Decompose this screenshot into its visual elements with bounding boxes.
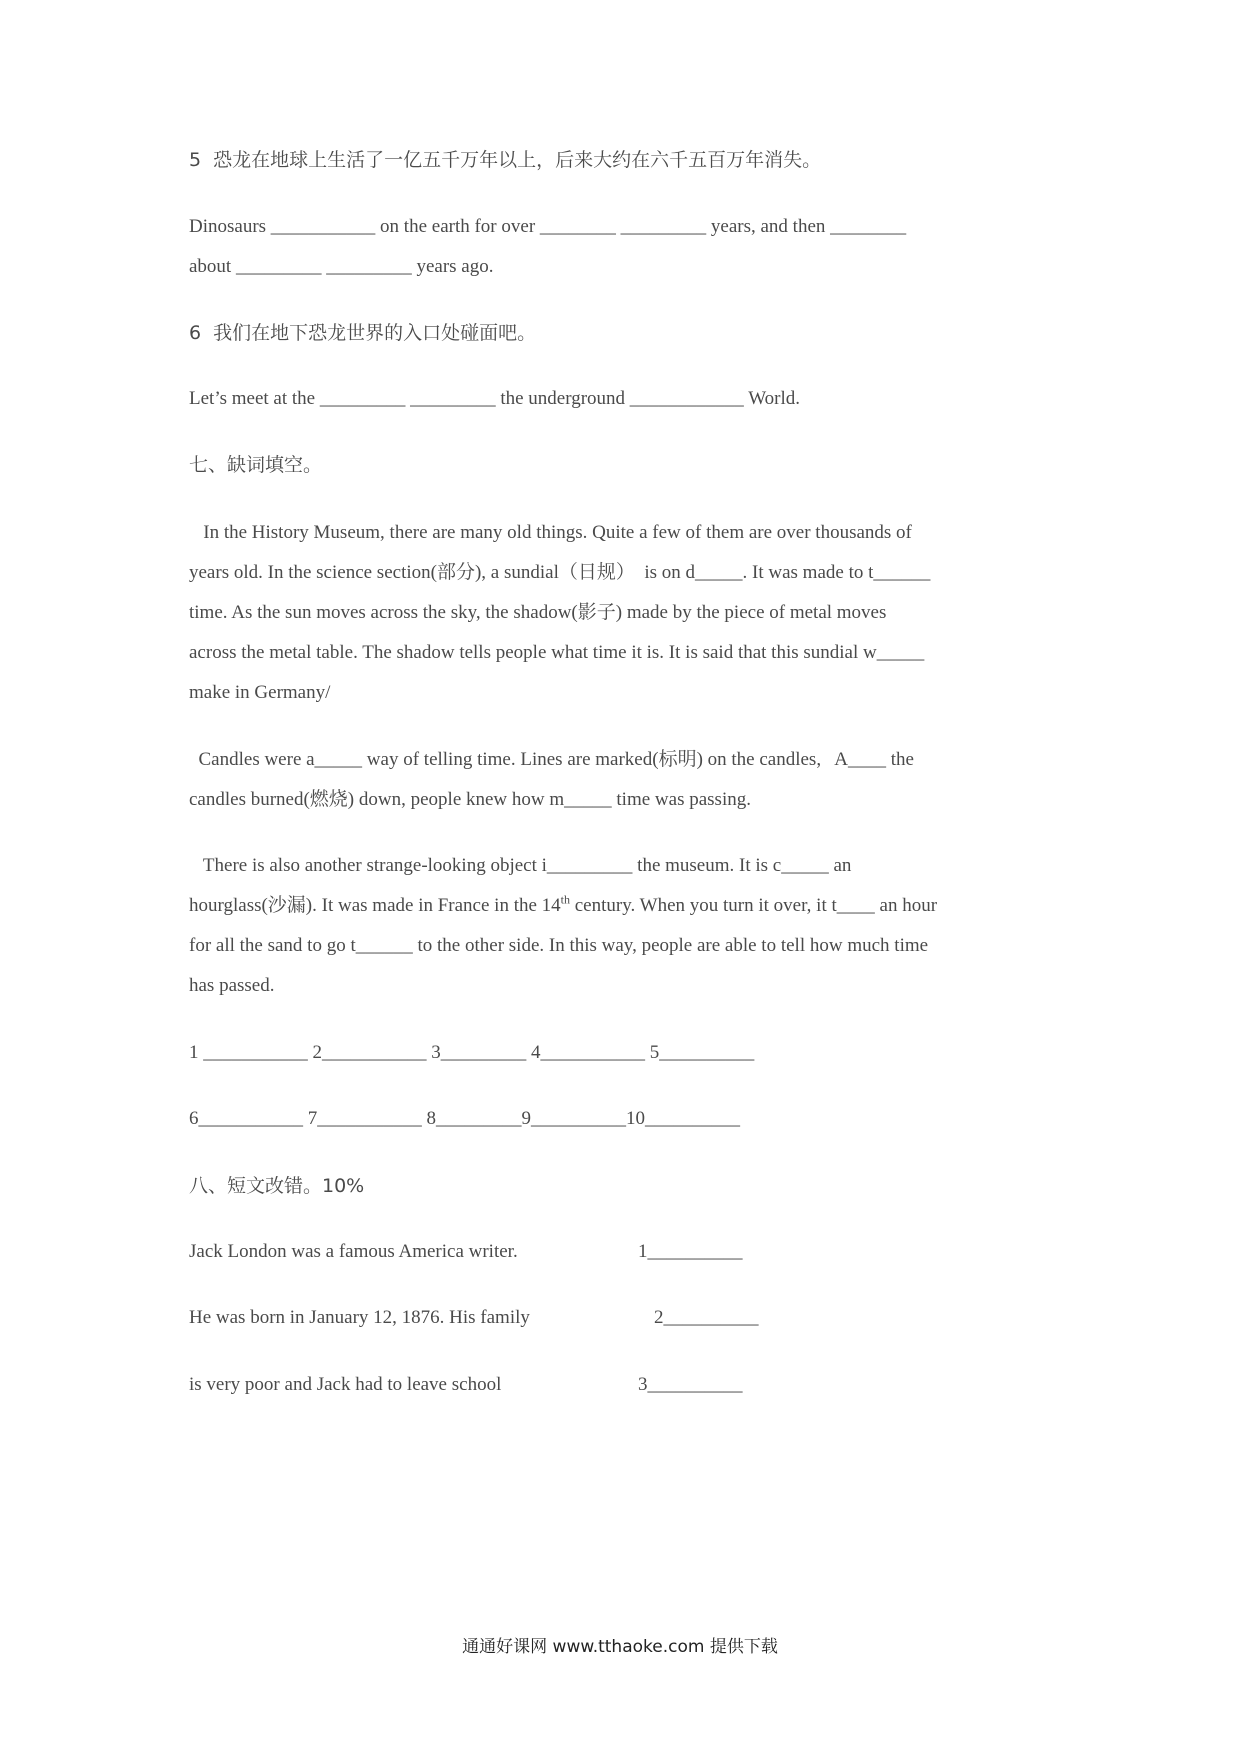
passage-p3-line: has passed. (189, 975, 275, 996)
correction-sentence: Jack London was a famous America writer. (189, 1241, 518, 1262)
section8-heading: 八、短文改错。10% (189, 1175, 365, 1197)
page-footer: 通通好课网 www.tthaoke.com 提供下载 (462, 1637, 778, 1657)
passage-p1-line: make in Germany/ (189, 682, 331, 703)
ordinal-superscript: th (560, 892, 570, 907)
q6-english: Let’s meet at the _________ _________ the underground ____________ World. (189, 388, 800, 409)
passage-p1-line: time. As the sun moves across the sky, the shadow(影子) made by the piece of metal moves (189, 602, 887, 623)
passage-p1-line: across the metal table. The shadow tells people what time it is. It is said that this sundial w_____ (189, 642, 925, 663)
passage-p3-line-superscript (189, 894, 937, 918)
passage-p1-line: In the History Museum, there are many old things. Quite a few of them are over thousands of (189, 522, 912, 543)
q6-chinese: 6 我们在地下恐龙世界的入口处碰面吧。 (189, 322, 537, 344)
passage-p2-line: Candles were a_____ way of telling time. Lines are marked(标明) on the candles, A____ the (189, 749, 914, 770)
passage-p3-line: There is also another strange-looking object i_________ the museum. It is c_____ an (189, 855, 852, 876)
passage-p2-line: candles burned(燃烧) down, people knew how m_____ time was passing. (189, 789, 751, 810)
q5-english-line1: Dinosaurs ___________ on the earth for over ________ _________ years, and then ________ (189, 216, 907, 237)
answer-blanks-row-1: 1 ___________ 2___________ 3_________ 4___________ 5__________ (189, 1042, 755, 1063)
q5-english-line2: about _________ _________ years ago. (189, 256, 494, 277)
p3-line2-pre: hourglass(沙漏). It was made in France in the 14 (189, 895, 561, 916)
answer-blanks-row-2: 6___________ 7___________ 8_________9__________10__________ (189, 1108, 740, 1129)
passage-p1-line: years old. In the science section(部分), a sundial（日规） is on d_____. It was made to t______ (189, 562, 931, 583)
correction-sentence: He was born in January 12, 1876. His family (189, 1307, 530, 1328)
section7-heading: 七、缺词填空。 (189, 454, 323, 476)
correction-answer-blank: 2__________ (654, 1307, 759, 1328)
passage-p3-line: for all the sand to go t______ to the other side. In this way, people are able to tell how much time (189, 935, 929, 956)
correction-sentence: is very poor and Jack had to leave school (189, 1374, 502, 1395)
p3-line2-post: century. When you turn it over, it t____ an hour (570, 895, 938, 916)
correction-answer-blank: 3__________ (638, 1374, 743, 1395)
q5-chinese: 5 恐龙在地球上生活了一亿五千万年以上，后来大约在六千五百万年消失。 (189, 149, 822, 171)
correction-answer-blank: 1__________ (638, 1241, 743, 1262)
